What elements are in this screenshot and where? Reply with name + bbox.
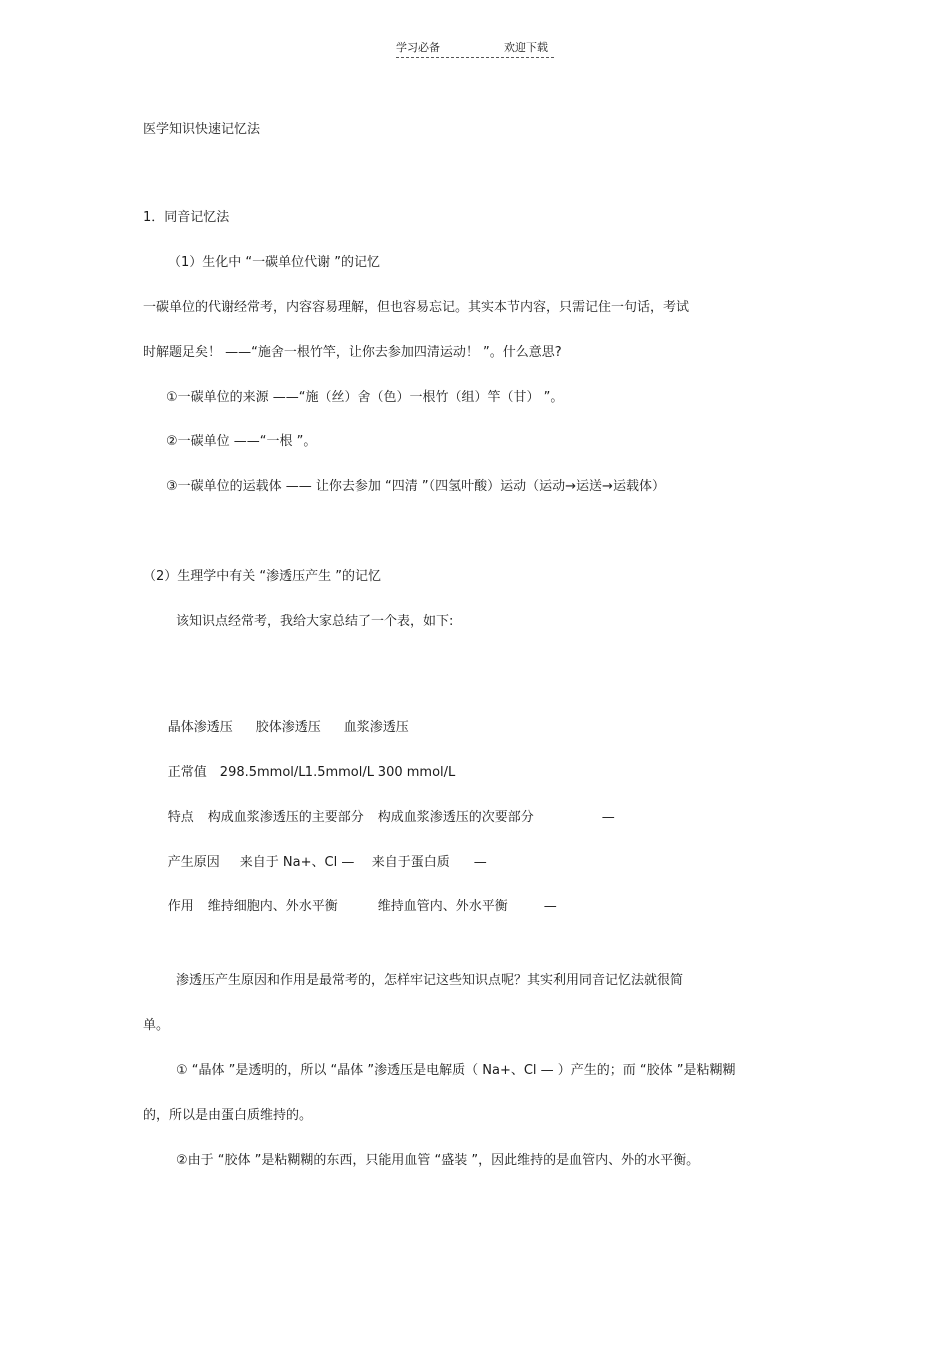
paragraph-line: 该知识点经常考，我给大家总结了一个表，如下: [176, 614, 454, 629]
table-cell: 298.5mmol/L [219, 765, 306, 780]
table-row [143, 749, 455, 797]
table-header-cell: 胶体渗透压 [255, 720, 321, 735]
header-right-text: 欢迎下载 [504, 41, 548, 54]
paragraph-line: 渗透压产生原因和作用是最常考的，怎样牢记这些知识点呢？其实利用同音记忆法就很简 [176, 973, 684, 988]
table-header-cell: 晶体渗透压 [167, 720, 233, 735]
subsection-heading: （2）生理学中有关 “渗透压产生 ”的记忆 [143, 569, 382, 584]
list-item: ③一碳单位的运载体 —— 让你去参加 “四清 ”（四氢叶酸）运动（运动→运送→运载体） [166, 479, 665, 494]
doc-title: 医学知识快速记忆法 [143, 122, 261, 137]
table-cell: 来自于 Na+、Cl — [239, 855, 355, 870]
table-cell: 产生原因 [167, 855, 220, 870]
table-cell: 1.5mmol/L [304, 765, 374, 780]
table-row [143, 883, 557, 931]
table-cell: — [473, 855, 487, 870]
table-cell: 特点 [167, 810, 194, 825]
paragraph-line: 的，所以是由蛋白质维持的。 [143, 1108, 313, 1123]
section-heading: 1．同音记忆法 [143, 210, 230, 225]
table-header-row [143, 704, 409, 752]
header-left-text: 学习必备 [396, 41, 440, 54]
paragraph-line: 一碳单位的代谢经常考，内容容易理解，但也容易忘记。其实本节内容，只需记住一句话，考试 [143, 300, 690, 315]
table-cell: 正常值 [167, 765, 207, 780]
list-item: ②一碳单位 ——“一根 ”。 [166, 434, 317, 449]
subsection-heading: （1）生化中 “一碳单位代谢 ”的记忆 [168, 255, 381, 270]
paragraph-line: ① “晶体 ”是透明的，所以 “晶体 ”渗透压是电解质（ Na+、Cl — ）产生的；而 “胶体 ”是粘糊糊 [176, 1063, 736, 1078]
header-divider [396, 57, 554, 58]
table-cell: 维持细胞内、外水平衡 [207, 899, 338, 914]
table-header-cell: 血浆渗透压 [343, 720, 409, 735]
list-item: ①一碳单位的来源 ——“施（丝）舍（色）一根竹（组）竿（甘） ”。 [166, 390, 564, 405]
table-cell: 来自于蛋白质 [371, 855, 450, 870]
table-cell: 构成血浆渗透压的次要部分 [377, 810, 534, 825]
table-cell: 维持血管内、外水平衡 [377, 899, 508, 914]
table-row [143, 839, 487, 887]
table-cell: — [543, 899, 557, 914]
paragraph-line: 单。 [143, 1018, 170, 1033]
table-row [143, 794, 615, 842]
table-cell: 300 mmol/L [377, 765, 456, 780]
table-cell: 作用 [167, 899, 194, 914]
paragraph-line: ②由于 “胶体 ”是粘糊糊的东西，只能用血管 “盛装 ”，因此维持的是血管内、外的水平衡。 [176, 1153, 700, 1168]
paragraph-line: 时解题足矣！ ——“施舍一根竹竿，让你去参加四清运动！ ”。什么意思? [143, 345, 562, 360]
table-cell: 构成血浆渗透压的主要部分 [207, 810, 364, 825]
table-cell: — [601, 810, 615, 825]
